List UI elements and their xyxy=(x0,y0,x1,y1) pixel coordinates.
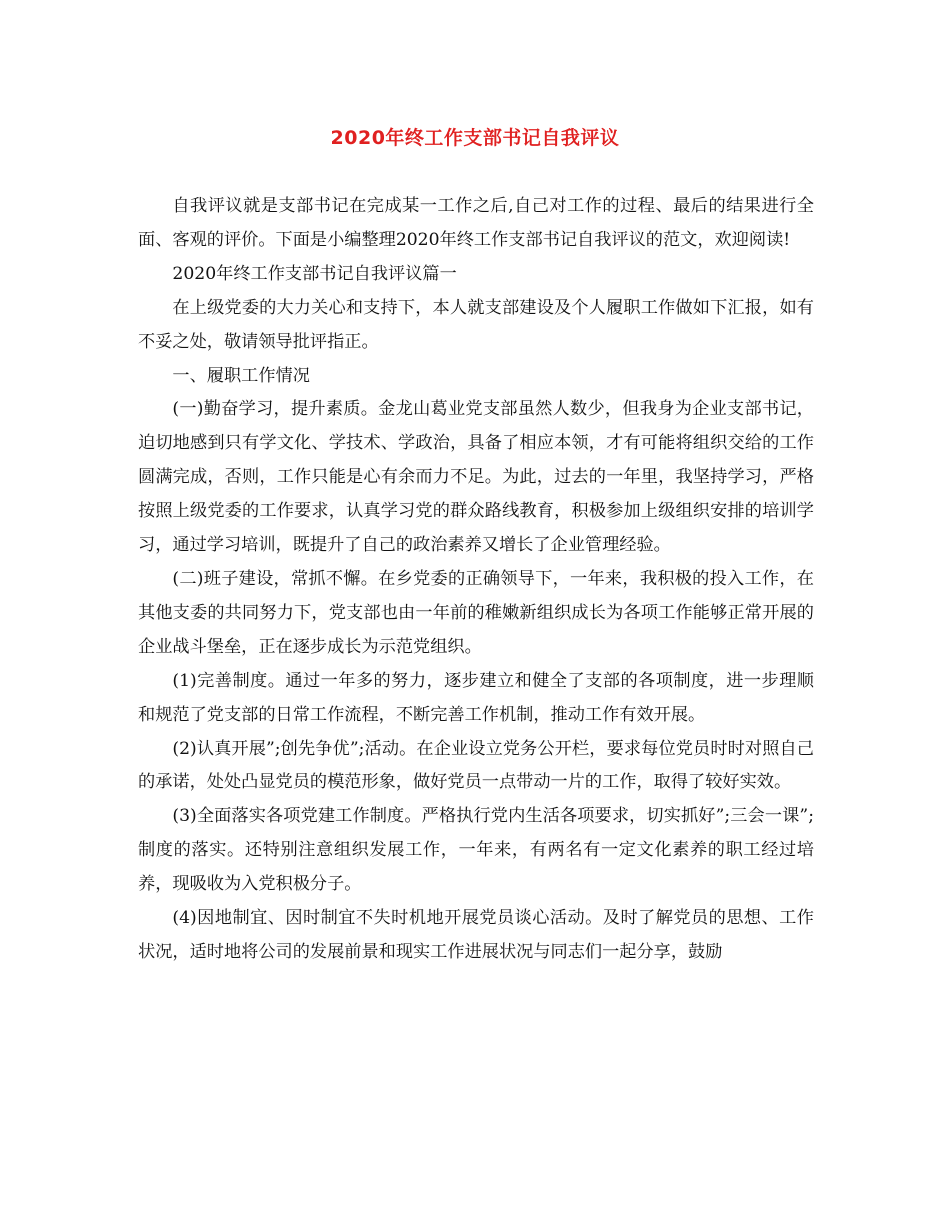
paragraph-team-building: (二)班子建设，常抓不懈。在乡党委的正确领导下，一年来，我积极的投入工作，在其他支委的共同努力下，党支部也由一年前的稚嫩新组织成长为各项工作能够正常开展的企业战斗堡垒，正在逐步成长为示范党组织。 xyxy=(138,568,814,657)
document-body xyxy=(138,190,814,970)
section-heading-duty-status: 一、履职工作情况 xyxy=(172,365,310,386)
paragraph-item-2: (2)认真开展”;创先争优”;活动。在企业设立党务公开栏，要求每位党员时时对照自己的承诺，处处凸显党员的模范形象，做好党员一点带动一片的工作，取得了较好实效。 xyxy=(138,738,814,793)
paragraph-study: (一)勤奋学习，提升素质。金龙山葛业党支部虽然人数少，但我身为企业支部书记，迫切地感到只有学文化、学技术、学政治，具备了相应本领，才有可能将组织交给的工作圆满完成，否则，工作只能是心有余而力不足。为此，过去的一年里，我坚持学习，严格按照上级党委的工作要求，认真学习党的群众路线教育，积极参加上级组织安排的培训学习，通过学习培训，既提升了自己的政治素养又增长了企业管理经验。 xyxy=(138,399,814,556)
document-title: 2020年终工作支部书记自我评议 xyxy=(330,127,620,149)
section-heading-part-one: 2020年终工作支部书记自我评议篇一 xyxy=(172,263,457,284)
paragraph-item-1: (1)完善制度。通过一年多的努力，逐步建立和健全了支部的各项制度，进一步理顺和规范了党支部的日常工作流程，不断完善工作机制，推动工作有效开展。 xyxy=(138,670,814,725)
paragraph-item-4: (4)因地制宜、因时制宜不失时机地开展党员谈心活动。及时了解党员的思想、工作状况，适时地将公司的发展前景和现实工作进展状况与同志们一起分享，鼓励 xyxy=(138,908,814,962)
paragraph-intro: 自我评议就是支部书记在完成某一工作之后,自己对工作的过程、最后的结果进行全面、客观的评价。下面是小编整理2020年终工作支部书记自我评议的范文，欢迎阅读! xyxy=(138,196,814,250)
paragraph-report-opening: 在上级党委的大力关心和支持下，本人就支部建设及个人履职工作做如下汇报，如有不妥之处，敬请领导批评指正。 xyxy=(138,297,814,352)
paragraph-item-3: (3)全面落实各项党建工作制度。严格执行党内生活各项要求，切实抓好”;三会一课”;制度的落实。还特别注意组织发展工作，一年来，有两名有一定文化素养的职工经过培养，现吸收为入党积极分子。 xyxy=(138,806,814,895)
